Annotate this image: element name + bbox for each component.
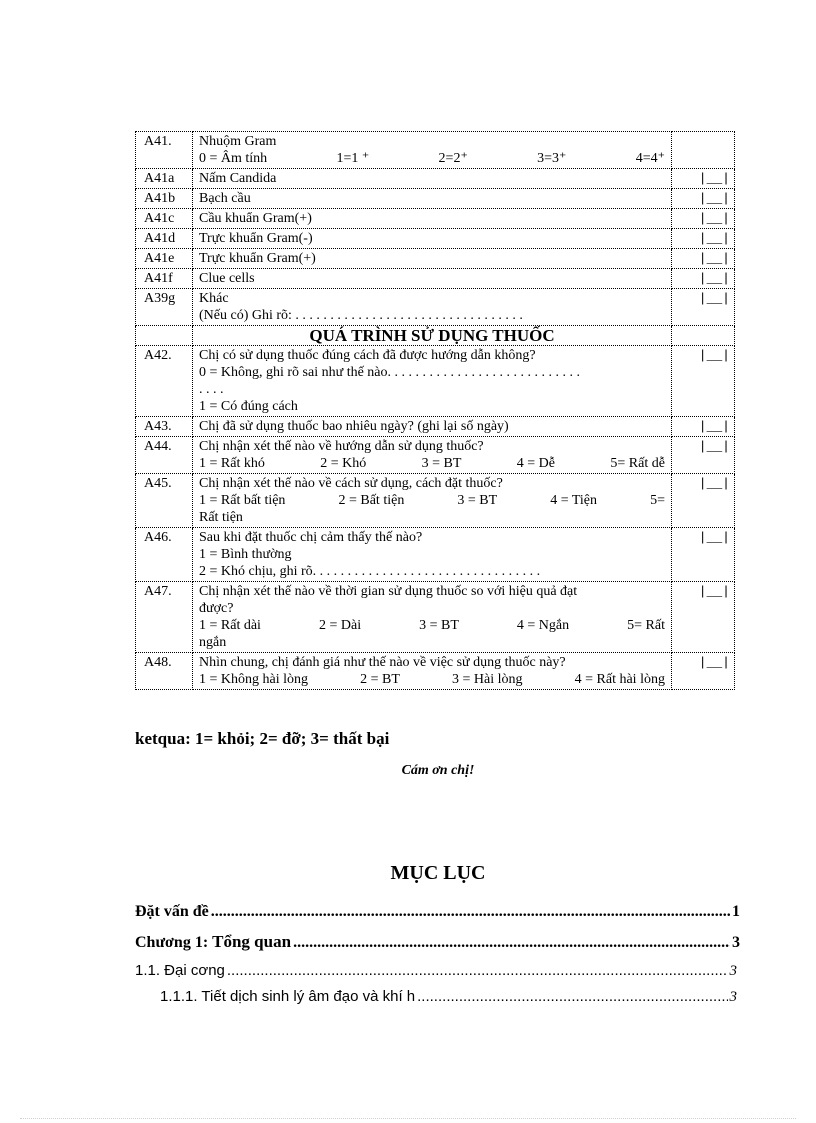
answer-option: 5= [650, 493, 665, 508]
toc-leader [293, 934, 730, 952]
table-row [136, 249, 735, 269]
answer-box-cell [672, 653, 735, 690]
answer-option: 1 = Rất khó [199, 456, 265, 471]
answer-option: 3 = BT [419, 618, 459, 633]
answer-box[interactable]: |__| [698, 291, 730, 306]
question-text [193, 169, 672, 189]
answer-option: 3 = Hài lòng [452, 672, 523, 687]
table-row [136, 474, 735, 528]
toc-entry[interactable] [160, 988, 737, 1006]
answer-box-cell [672, 229, 735, 249]
answer-box-cell [672, 417, 735, 437]
table-row [136, 582, 735, 653]
question-line: Khác [199, 291, 229, 306]
answer-option: 1=1 ⁺ [336, 151, 370, 166]
answer-box-cell [672, 474, 735, 528]
toc-entry[interactable] [135, 932, 740, 952]
table-row [136, 528, 735, 582]
answer-box[interactable]: |__| [698, 171, 730, 186]
question-code: A45. [136, 474, 193, 528]
question-line: 1 = Có đúng cách [199, 399, 298, 414]
answer-option: 2 = Bất tiện [338, 493, 405, 508]
question-code: A41b [136, 189, 193, 209]
answer-option-continued: Rất tiện [199, 510, 243, 525]
answer-box[interactable]: |__| [698, 584, 730, 599]
question-line: Chị đã sử dụng thuốc bao nhiêu ngày? (ghi lại số ngày) [199, 419, 509, 434]
question-code: A41e [136, 249, 193, 269]
answer-options [199, 617, 665, 634]
question-code: A41f [136, 269, 193, 289]
answer-option: 2 = BT [360, 672, 400, 687]
question-line: Chị nhận xét thế nào về cách sử dụng, cách đặt thuốc? [199, 476, 503, 491]
answer-box[interactable]: |__| [698, 439, 730, 454]
question-code: A48. [136, 653, 193, 690]
answer-option: 1 = Không hài lòng [199, 672, 308, 687]
question-text [193, 528, 672, 582]
answer-option: 1 = Rất dài [199, 618, 261, 633]
answer-box[interactable]: |__| [698, 530, 730, 545]
answer-box[interactable]: |__| [698, 476, 730, 491]
answer-option: 4 = Rất hài lòng [574, 672, 665, 687]
toc-entry-label: Đặt vấn đề [135, 903, 209, 920]
answer-options [199, 455, 665, 472]
question-code: A44. [136, 437, 193, 474]
question-code: A41a [136, 169, 193, 189]
question-code: A43. [136, 417, 193, 437]
answer-box[interactable]: |__| [698, 348, 730, 363]
toc-entry-label: 1.1. Đại cơng [135, 962, 225, 979]
toc-leader [417, 988, 727, 1005]
answer-option: 4=4⁺ [635, 151, 665, 166]
toc-entry-name: Tổng quan [212, 932, 292, 951]
question-line: Nhuộm Gram [199, 134, 277, 149]
question-text [193, 209, 672, 229]
answer-option: 3 = BT [457, 493, 498, 508]
question-line: được? [199, 601, 234, 616]
toc-entry[interactable] [135, 962, 737, 980]
answer-option: 5= Rất dễ [610, 456, 665, 471]
answer-option: 2 = Khó [320, 456, 367, 471]
question-text [193, 417, 672, 437]
answer-option: 5= Rất [627, 618, 665, 633]
table-row [136, 653, 735, 690]
answer-box-cell [672, 582, 735, 653]
question-code: A47. [136, 582, 193, 653]
toc-leader [211, 903, 730, 921]
table-row [136, 437, 735, 474]
answer-option: 3 = BT [421, 456, 462, 471]
question-line: Nấm Candida [199, 171, 277, 186]
section-spacer [136, 326, 193, 346]
answer-box[interactable]: |__| [698, 419, 730, 434]
answer-box[interactable]: |__| [698, 655, 730, 670]
question-line: Clue cells [199, 271, 255, 286]
section-spacer [672, 326, 735, 346]
answer-option-continued: ngắn [199, 635, 227, 650]
table-row [136, 189, 735, 209]
answer-box-cell [672, 189, 735, 209]
answer-options [199, 671, 665, 688]
question-text [193, 582, 672, 653]
section-title: QUÁ TRÌNH SỬ DỤNG THUỐC [193, 326, 672, 346]
answer-box-cell [672, 528, 735, 582]
question-code: A41. [136, 132, 193, 169]
answer-option: 2=2⁺ [438, 151, 468, 166]
answer-option: 0 = Âm tính [199, 151, 268, 166]
question-line: 1 = Bình thường [199, 547, 292, 562]
answer-box[interactable]: |__| [698, 211, 730, 226]
question-text [193, 653, 672, 690]
toc-entry-label: 1.1.1. Tiết dịch sinh lý âm đạo và khí h [160, 988, 416, 1005]
question-code: A41d [136, 229, 193, 249]
answer-box[interactable]: |__| [698, 191, 730, 206]
question-line: Trực khuẩn Gram(+) [199, 251, 316, 266]
question-code: A46. [136, 528, 193, 582]
question-line: . . . . [199, 382, 224, 397]
answer-box-cell [672, 269, 735, 289]
answer-option: 4 = Dễ [516, 456, 556, 471]
answer-box-cell [672, 169, 735, 189]
result-legend: ketqua: 1= khỏi; 2= đỡ; 3= thất bại [135, 729, 390, 748]
answer-box-cell [672, 209, 735, 229]
toc-entry-prefix: Chương 1: [135, 934, 213, 951]
answer-box[interactable]: |__| [698, 271, 730, 286]
question-text [193, 269, 672, 289]
table-row [136, 229, 735, 249]
answer-box-cell [672, 249, 735, 269]
question-text [193, 229, 672, 249]
answer-option: 4 = Tiện [550, 493, 598, 508]
table-row [136, 417, 735, 437]
thank-you-note: Cám ơn chị! [401, 763, 475, 778]
toc-entry-label [135, 932, 293, 952]
question-code: A39g [136, 289, 193, 326]
table-row [136, 132, 735, 169]
table-row [136, 209, 735, 229]
answer-box-cell [672, 346, 735, 417]
question-text [193, 189, 672, 209]
table-row [136, 169, 735, 189]
question-line: Chị có sử dụng thuốc đúng cách đã được hướng dẫn không? [199, 348, 536, 363]
toc-page-number: 3 [729, 989, 737, 1005]
toc-page-number: 3 [732, 934, 740, 951]
answer-box-cell [672, 132, 735, 169]
question-line: Chị nhận xét thế nào về thời gian sử dụng thuốc so với hiệu quả đạt [199, 584, 578, 599]
question-code: A42. [136, 346, 193, 417]
question-line: (Nếu có) Ghi rõ: . . . . . . . . . . . . . . . . . . . . . . . . . . . . . . . . . [199, 308, 523, 323]
answer-box-cell [672, 437, 735, 474]
question-line: 2 = Khó chịu, ghi rõ. . . . . . . . . . . . . . . . . . . . . . . . . . . . . . . . . [199, 564, 541, 579]
answer-option: 3=3⁺ [537, 151, 567, 166]
answer-box-cell [672, 289, 735, 326]
question-text [193, 346, 672, 417]
answer-option: 1 = Rất bất tiện [199, 493, 286, 508]
table-row [136, 289, 735, 326]
toc-title: MỤC LỤC [390, 862, 486, 884]
toc-leader [227, 962, 728, 979]
question-text [193, 289, 672, 326]
question-line: Nhìn chung, chị đánh giá như thế nào về việc sử dụng thuốc này? [199, 655, 566, 670]
question-text [193, 437, 672, 474]
question-line: 0 = Không, ghi rõ sai như thế nào. . . . . . . . . . . . . . . . . . . . . . . . . . . . [199, 365, 581, 380]
toc-entry[interactable] [135, 903, 740, 921]
question-text [193, 132, 672, 169]
page-bottom-rule [20, 1118, 796, 1119]
answer-options [199, 492, 665, 509]
question-line: Sau khi đặt thuốc chị cảm thấy thế nào? [199, 530, 423, 545]
section-row [136, 326, 735, 346]
answer-box[interactable]: |__| [698, 231, 730, 246]
questionnaire-table [135, 131, 735, 690]
table-row [136, 346, 735, 417]
answer-options [199, 150, 665, 167]
question-line: Cầu khuẩn Gram(+) [199, 211, 312, 226]
toc-page-number: 3 [729, 963, 737, 979]
question-text [193, 249, 672, 269]
question-line: Chị nhận xét thế nào về hướng dẫn sử dụng thuốc? [199, 439, 484, 454]
question-line: Bạch cầu [199, 191, 251, 206]
question-line: Trực khuẩn Gram(-) [199, 231, 313, 246]
answer-option: 4 = Ngắn [516, 618, 570, 633]
answer-box[interactable]: |__| [698, 251, 730, 266]
toc-page-number: 1 [732, 903, 740, 920]
answer-option: 2 = Dài [318, 618, 362, 633]
question-text [193, 474, 672, 528]
table-row [136, 269, 735, 289]
question-code: A41c [136, 209, 193, 229]
